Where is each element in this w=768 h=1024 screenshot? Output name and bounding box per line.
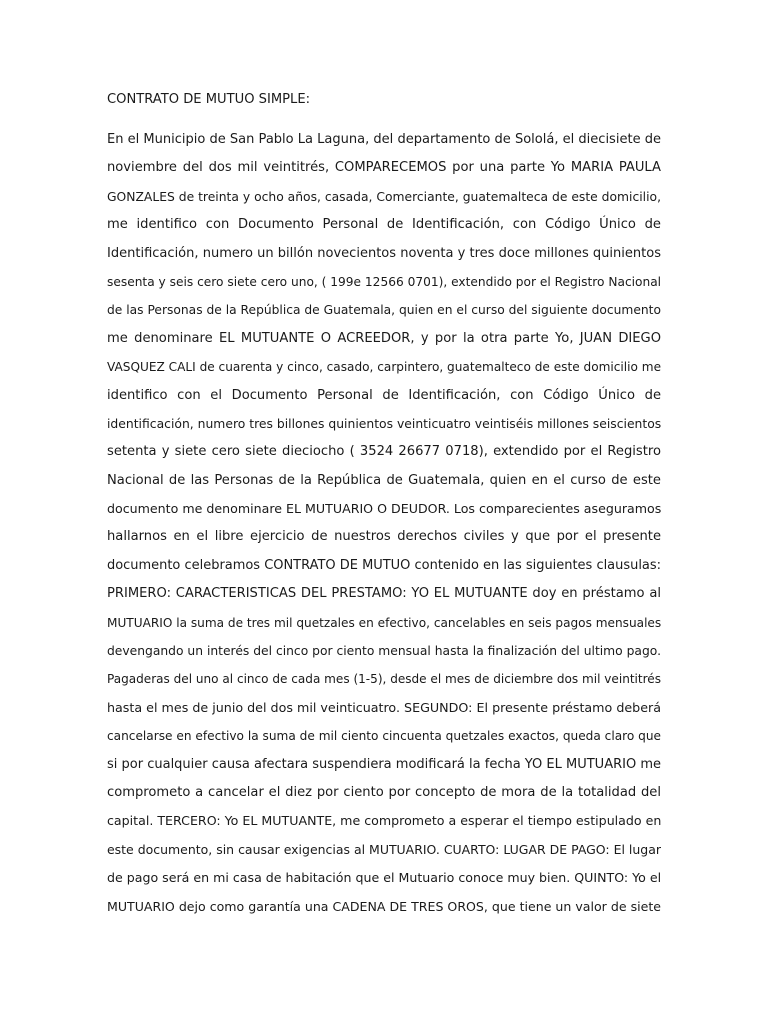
text-line: si por cualquier causa afectara suspendiera modificará la fecha YO EL MUTUARIO me	[107, 756, 661, 772]
text-line: hallarnos en el libre ejercicio de nuestros derechos civiles y que por el presente	[107, 529, 661, 545]
text-line: este documento, sin causar exigencias al MUTUARIO. CUARTO: LUGAR DE PAGO: El lugar	[107, 841, 661, 857]
text-line: cancelarse en efectivo la suma de mil ciento cincuenta quetzales exactos, queda claro que	[107, 729, 661, 744]
text-line: comprometo a cancelar el diez por ciento por concepto de mora de la totalidad del	[107, 784, 661, 800]
text-line: documento celebramos CONTRATO DE MUTUO contenido en las siguientes clausulas:	[107, 557, 661, 573]
text-line: VASQUEZ CALI de cuarenta y cinco, casado, carpintero, guatemalteco de este domicilio me	[107, 360, 662, 375]
text-line: noviembre del dos mil veintitrés, COMPARECEMOS por una parte Yo MARIA PAULA	[107, 160, 661, 176]
text-line: MUTUARIO dejo como garantía una CADENA DE TRES OROS, que tiene un valor de siete	[107, 898, 661, 914]
text-line: GONZALES de treinta y ocho años, casada, Comerciante, guatemalteca de este domicilio,	[107, 189, 661, 204]
text-line: documento me denominare EL MUTUARIO O DEUDOR. Los comparecientes aseguramos	[107, 501, 662, 517]
text-line: hasta el mes de junio del dos mil veinticuatro. SEGUNDO: El presente préstamo deberá	[107, 699, 661, 715]
text-line: identifico con el Documento Personal de Identificación, con Código Único de	[107, 387, 661, 403]
text-line: de pago será en mi casa de habitación que el Mutuario conoce muy bien. QUINTO: Yo el	[107, 870, 662, 886]
text-line: de las Personas de la República de Guatemala, quien en el curso del siguiente documento	[107, 303, 661, 318]
text-line: me identifico con Documento Personal de Identificación, con Código Único de	[107, 217, 661, 233]
text-line: Pagaderas del uno al cinco de cada mes (1-5), desde el mes de diciembre dos mil veintitrés	[107, 672, 661, 687]
text-line: sesenta y seis cero siete cero uno, ( 199e 12566 0701), extendido por el Registro Nacional	[107, 274, 662, 289]
text-line: Identificación, numero un billón novecientos noventa y tres doce millones quinientos	[107, 245, 661, 261]
document-title: CONTRATO DE MUTUO SIMPLE:	[107, 92, 311, 107]
text-line: identificación, numero tres billones quinientos veinticuatro veintiséis millones seiscientos	[107, 416, 662, 431]
text-line: capital. TERCERO: Yo EL MUTUANTE, me comprometo a esperar el tiempo estipulado en	[107, 813, 662, 829]
text-line: Nacional de las Personas de la República de Guatemala, quien en el curso de este	[107, 472, 661, 488]
text-line: setenta y siete cero siete dieciocho ( 3524 26677 0718), extendido por el Registro	[107, 444, 661, 460]
text-line: MUTUARIO la suma de tres mil quetzales en efectivo, cancelables en seis pagos mensuales	[107, 615, 662, 630]
text-line: devengando un interés del cinco por ciento mensual hasta la finalización del ultimo pago.	[107, 644, 661, 659]
text-line: En el Municipio de San Pablo La Laguna, del departamento de Sololá, el diecisiete de	[107, 132, 661, 147]
text-line: PRIMERO: CARACTERISTICAS DEL PRESTAMO: YO EL MUTUANTE doy en préstamo al	[107, 586, 661, 602]
text-line: me denominare EL MUTUANTE O ACREEDOR, y por la otra parte Yo, JUAN DIEGO	[107, 330, 661, 346]
contract-body	[107, 126, 661, 921]
